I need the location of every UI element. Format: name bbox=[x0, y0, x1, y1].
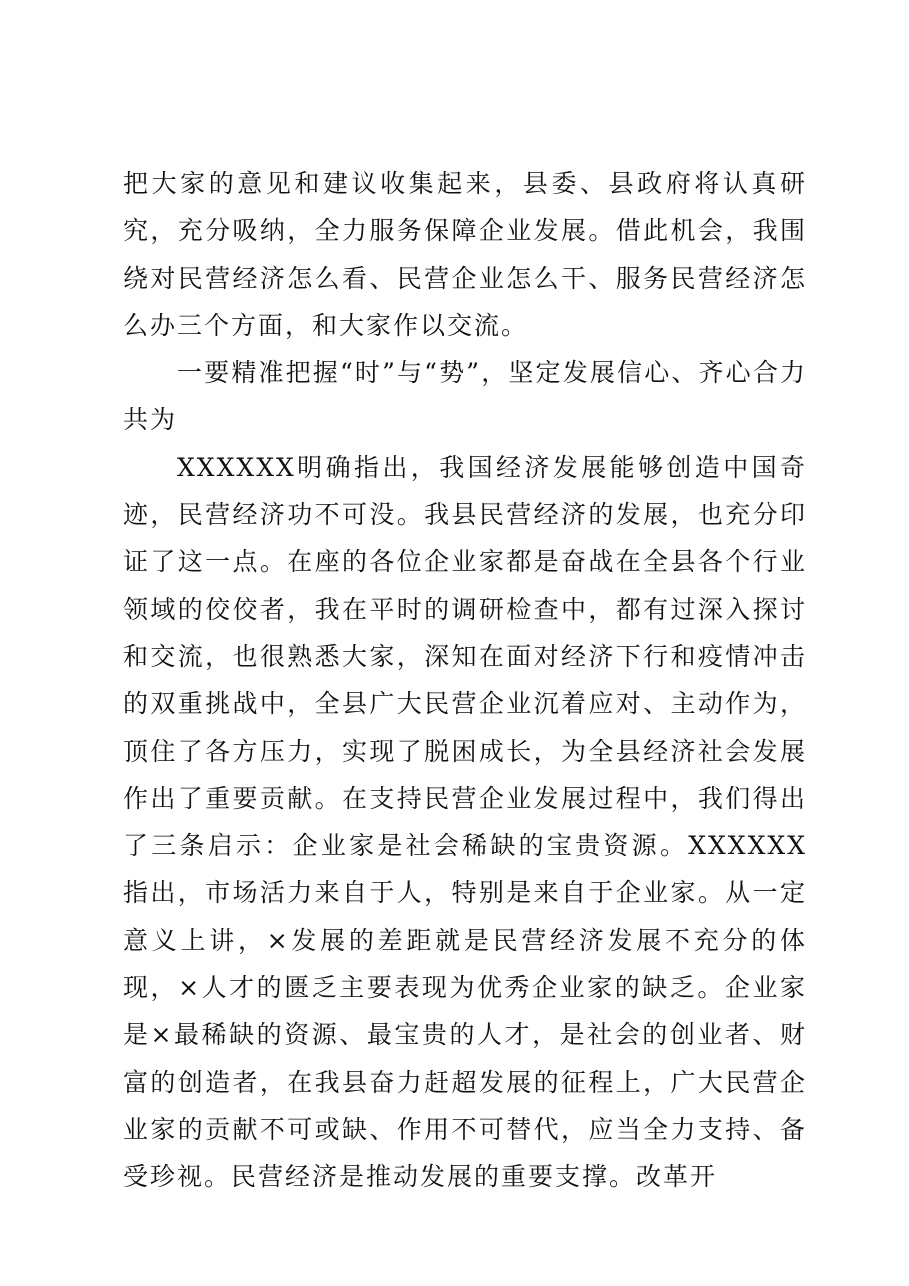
paragraph-intro: 把大家的意见和建议收集起来，县委、县政府将认真研究，充分吸纳，全力服务保障企业发展。借此机会，我围绕对民营经济怎么看、民营企业怎么干、服务民营经济怎么办三个方面，和大家作以交流。 bbox=[123, 169, 807, 340]
section-heading: 一要精准把握“时”与“势”，坚定发展信心、齐心合力共为 bbox=[123, 358, 807, 435]
paragraph-body: XXXXXX明确指出，我国经济发展能够创造中国奇迹，民营经济功不可没。我县民营经济的发展，也充分印证了这一点。在座的各位企业家都是奋战在全县各个行业领域的佼佼者，我在平时的调研检查中，都有过深入探讨和交流，也很熟悉大家，深知在面对经济下行和疫情冲击的双重挑战中，全县广大民营企业沉着应对、主动作为，顶住了各方压力，实现了脱困成长，为全县经济社会发展作出了重要贡献。在支持民营企业发展过程中，我们得出了三条启示：企业家是社会稀缺的宝贵资源。XXXXXX指出，市场活力来自于人，特别是来自于企业家。从一定意义上讲，×发展的差距就是民营经济发展不充分的体现，×人才的匮乏主要表现为优秀企业家的缺乏。企业家是×最稀缺的资源、最宝贵的人才，是社会的创业者、财富的创造者，在我县奋力赶超发展的征程上，广大民营企业家的贡献不可或缺、作用不可替代，应当全力支持、备受珍视。民营经济是推动发展的重要支撑。改革开 bbox=[123, 452, 807, 1192]
document-body bbox=[123, 160, 807, 1201]
